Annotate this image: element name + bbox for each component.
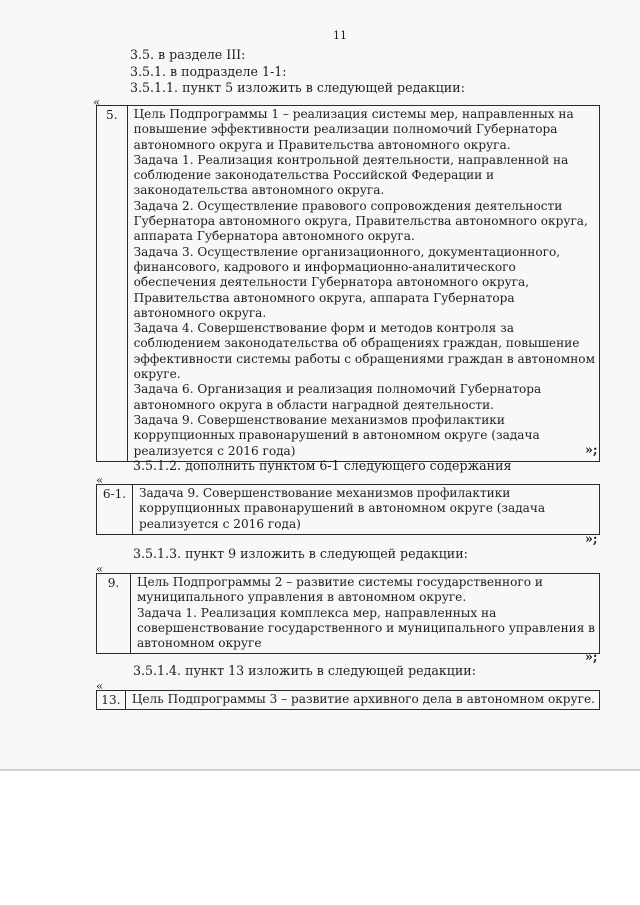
header-line-3: 3.5.1.1. пункт 5 изложить в следующей редакции: — [130, 80, 465, 95]
instruction-3-5-1-3: 3.5.1.3. пункт 9 изложить в следующей редакции: — [133, 546, 468, 561]
text-line: финансового, кадрового и информационно-аналитического — [133, 259, 516, 274]
text-line: Цель Подпрограммы 3 – развитие архивного дела в автономном округе. — [131, 692, 595, 706]
open-quote-4: « — [96, 679, 104, 693]
page-number: 11 — [333, 29, 347, 42]
item-text — [127, 106, 599, 462]
item-text — [125, 691, 599, 710]
text-line: автономного округа в области наградной деятельности. — [133, 397, 495, 412]
text-line: повышение эффективности реализации полномочий Губернатора — [133, 122, 558, 137]
text-line: Задача 3. Осуществление организационного, документационного, — [133, 244, 561, 259]
text-line: аппарата Губернатора автономного округа. — [133, 229, 415, 244]
open-quote-2: « — [96, 473, 104, 487]
text-line: совершенствование государственного и муниципального управления в — [136, 620, 595, 635]
close-quote-1: »; — [585, 442, 598, 457]
header-line-2: 3.5.1. в подразделе 1-1: — [130, 64, 287, 79]
text-line: соблюдением законодательства об обращениях граждан, повышение — [133, 336, 580, 351]
text-line: обеспечения деятельности Губернатора автономного округа, — [133, 275, 530, 290]
text-line: Цель Подпрограммы 1 – реализация системы мер, направленных на — [133, 107, 574, 121]
text-line: Задача 6. Организация и реализация полномочий Губернатора — [133, 382, 542, 397]
text-line: Правительства автономного округа, аппарата Губернатора — [133, 290, 515, 305]
text-line: эффективности системы работы с обращениями граждан в автономном — [133, 351, 595, 366]
item-number: 13. — [97, 691, 126, 710]
text-line: Задача 4. Совершенствование форм и методов контроля за — [133, 321, 514, 336]
text-line: Задача 1. Реализация контрольной деятельности, направленной на — [133, 152, 569, 167]
item-number: 5. — [97, 106, 128, 462]
text-line: Задача 9. Совершенствование механизмов профилактики — [139, 486, 511, 500]
text-line: коррупционных правонарушений в автономном округе (задача — [139, 501, 546, 516]
text-line: автономного округа. — [133, 305, 267, 320]
text-line: автономном округе — [136, 636, 262, 651]
text-line: Цель Подпрограммы 2 – развитие системы государственного и — [136, 575, 543, 589]
close-quote-2: »; — [585, 531, 598, 546]
item-text — [130, 574, 599, 654]
close-quote-3: »; — [585, 649, 598, 664]
text-line: Задача 9. Совершенствование механизмов профилактики — [133, 412, 505, 427]
text-line: законодательства автономного округа. — [133, 183, 385, 198]
text-line: Губернатора автономного округа, Правительства автономного округа, — [133, 214, 588, 229]
text-line: соблюдение законодательства Российской Федерации и — [133, 168, 495, 183]
text-line: реализуется с 2016 года) — [139, 516, 301, 531]
table-item-9 — [96, 573, 600, 654]
text-line: реализуется с 2016 года) — [133, 443, 296, 458]
header-line-1: 3.5. в разделе III: — [130, 47, 246, 62]
open-quote-1: « — [93, 95, 101, 109]
table-item-6-1 — [96, 484, 600, 535]
text-line: автономного округа и Правительства автономного округа. — [133, 137, 511, 152]
item-text — [133, 485, 600, 535]
text-line: коррупционных правонарушений в автономном округе (задача — [133, 428, 540, 443]
text-line: Задача 2. Осуществление правового сопровождения деятельности — [133, 198, 563, 213]
text-line: Задача 1. Реализация комплекса мер, направленных на — [136, 605, 497, 620]
text-line: округе. — [133, 367, 181, 382]
instruction-3-5-1-2: 3.5.1.2. дополнить пунктом 6-1 следующего содержания — [133, 458, 512, 473]
item-number: 6-1. — [97, 485, 133, 535]
table-item-13 — [96, 690, 600, 710]
instruction-3-5-1-4: 3.5.1.4. пункт 13 изложить в следующей редакции: — [133, 663, 476, 678]
table-item-5 — [96, 105, 600, 462]
item-number: 9. — [97, 574, 131, 654]
open-quote-3: « — [96, 562, 104, 576]
text-line: муниципального управления в автономном округе. — [136, 590, 467, 605]
